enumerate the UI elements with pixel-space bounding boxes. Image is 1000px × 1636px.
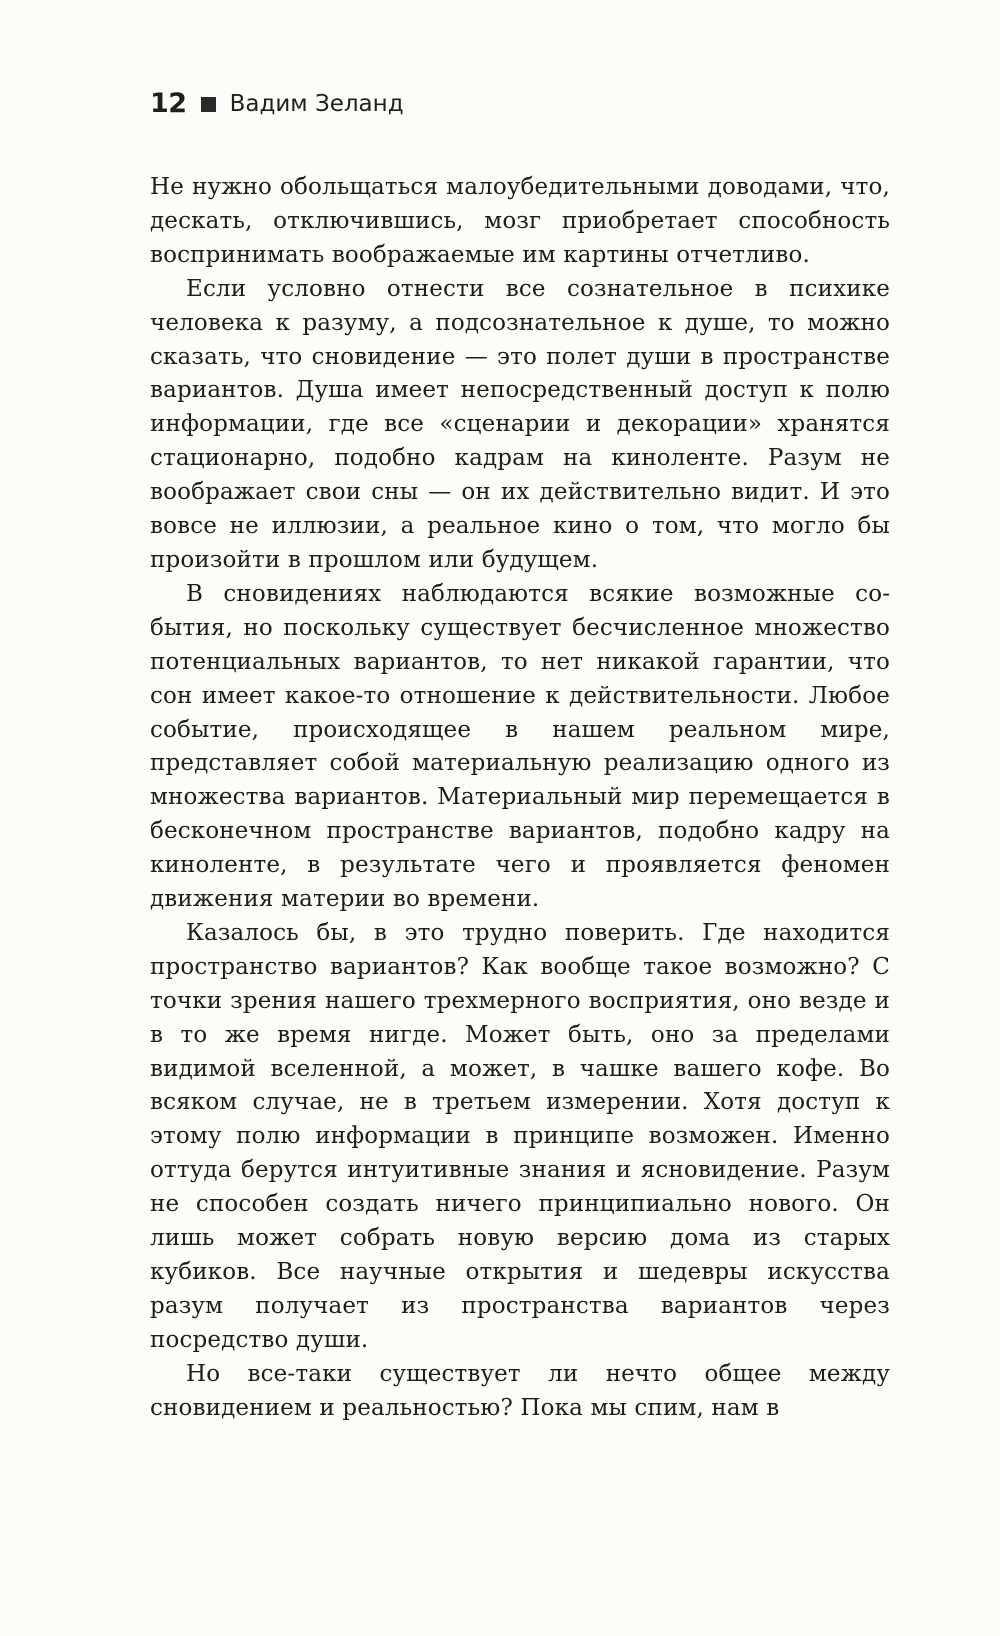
paragraph: Но все-таки существует ли нечто общее между сновидением и реальностью? Пока мы спим, нам в	[150, 1360, 890, 1421]
paragraph: Казалось бы, в это трудно поверить. Где находится пространство вариантов? Как вообще такое возможно? С точки зрения нашего трехмерного восприятия, оно везде и в то же время нигде. Может быть, оно за пределами видимой вселенной, а может, в чашке вашего кофе. Во всяком случае, не в третьем измерении. Хотя доступ к этому полю информации в принципе возможен. Именно оттуда берутся интуитивные знания и ясновидение. Разум не способен создать ничего принципиально нового. Он лишь может собрать новую версию дома из старых кубиков. Все научные открытия и шедевры искусства разум получает из пространства вариантов через посредство души.	[150, 919, 890, 1353]
page-number: 12	[150, 88, 187, 119]
square-bullet-icon	[201, 97, 216, 112]
paragraph: Если условно отнести все сознательное в психике человека к разуму, а подсознательное к душе, то можно сказать, что сновидение — это полет души в пространстве вариантов. Душа имеет непосредственный доступ к полю информации, где все «сценарии и декорации» хранятся стационарно, подобно кадрам на киноленте. Разум не воображает свои сны — он их действительно видит. И это вовсе не иллюзии, а реальное кино о том, что могло бы произойти в прошлом или будущем.	[150, 275, 890, 573]
paragraph: В сновидениях наблюдаются всякие возможные события, но поскольку существует бесчисленное множество потенциальных вариантов, то нет никакой гарантии, что сон имеет какое-то отношение к действительности. Любое событие, происходящее в нашем реальном мире, представляет собой материальную реализацию одного из множества вариантов. Материальный мир перемещается в бесконечном пространстве вариантов, подобно кадру на киноленте, в результате чего и проявляется феномен движения материи во времени.	[150, 580, 890, 913]
running-head	[150, 88, 404, 119]
paragraph: Не нужно обольщаться малоубедительными доводами, что, дескать, отключившись, мозг приобретает способность воспринимать воображаемые им картины отчетливо.	[150, 174, 890, 268]
author-name: Вадим Зеланд	[229, 90, 404, 117]
body-text	[150, 171, 890, 1426]
